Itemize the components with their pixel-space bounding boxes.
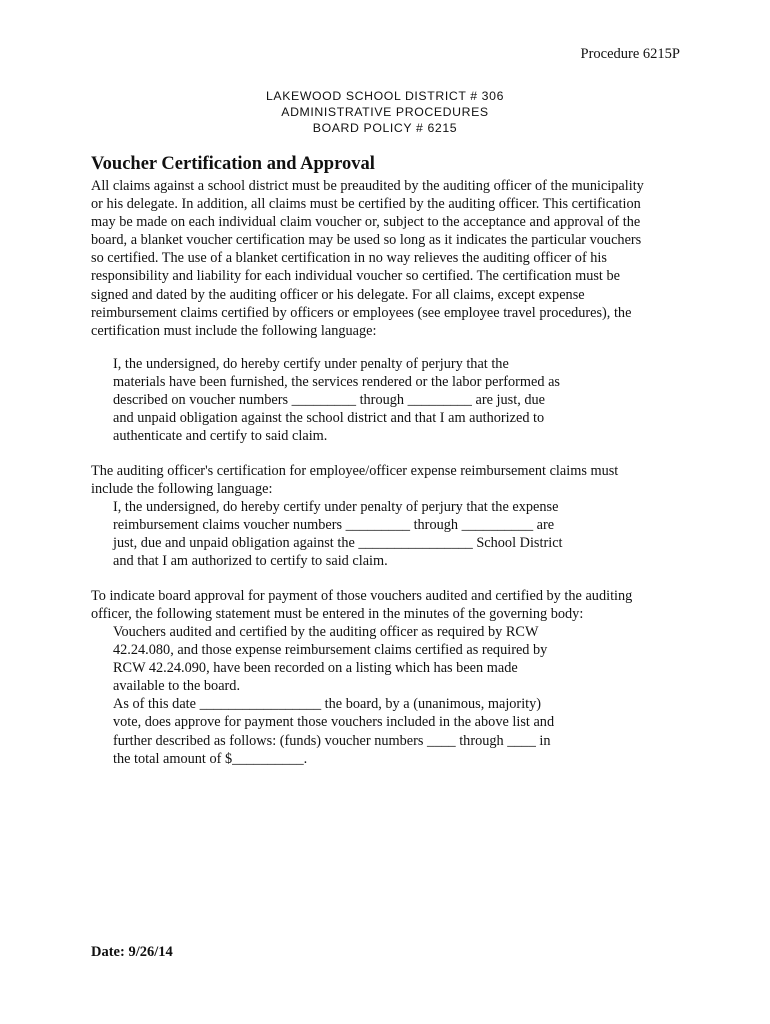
text-line: and unpaid obligation against the school district and that I am authorized to <box>113 410 545 427</box>
text-line: reimbursement claims voucher numbers _________ through __________ are <box>113 517 555 534</box>
document-date: Date: 9/26/14 <box>91 944 173 960</box>
text-line: The auditing officer's certification for employee/officer expense reimbursement claims must <box>91 463 619 479</box>
text-line: reimbursement claims certified by officers or employees (see employee travel procedures), the <box>91 304 632 321</box>
text-line: further described as follows: (funds) voucher numbers ____ through ____ in <box>113 732 551 749</box>
text-line: signed and dated by the auditing officer or his delegate. For all claims, except expense <box>91 286 585 303</box>
text-line: described on voucher numbers _________ through _________ are just, due <box>113 392 545 409</box>
board-approval-statement <box>113 623 554 768</box>
text-line: Vouchers audited and certified by the auditing officer as required by RCW <box>113 624 539 640</box>
district-name: LAKEWOOD SCHOOL DISTRICT # 306 <box>265 89 505 103</box>
expense-certification-statement <box>113 498 563 570</box>
text-line: available to the board. <box>113 678 241 695</box>
text-line: materials have been furnished, the services rendered or the labor performed as <box>113 374 560 391</box>
procedure-number: Procedure 6215P <box>580 46 680 62</box>
procedures-label: ADMINISTRATIVE PROCEDURES <box>281 105 489 119</box>
text-line: To indicate board approval for payment of those vouchers audited and certified by the auditing <box>91 588 633 604</box>
text-line: include the following language: <box>91 481 273 498</box>
text-line: authenticate and certify to said claim. <box>113 428 328 445</box>
intro-paragraph <box>91 177 691 340</box>
district-header <box>0 88 770 136</box>
text-line: 42.24.080, and those expense reimbursement claims certified as required by <box>113 642 548 659</box>
text-line: officer, the following statement must be entered in the minutes of the governing body: <box>91 606 584 623</box>
text-line: I, the undersigned, do hereby certify under penalty of perjury that the <box>113 356 509 372</box>
text-line: RCW 42.24.090, have been recorded on a listing which has been made <box>113 660 518 677</box>
text-line: the total amount of $__________. <box>113 750 308 767</box>
text-line: vote, does approve for payment those vouchers included in the above list and <box>113 714 555 731</box>
text-line: As of this date _________________ the board, by a (unanimous, majority) <box>113 696 542 713</box>
text-line: certification must include the following language: <box>91 322 377 339</box>
page-title: Voucher Certification and Approval <box>91 154 375 174</box>
expense-intro-paragraph <box>91 462 618 498</box>
certification-statement <box>113 355 560 445</box>
text-line: board, a blanket voucher certification may be used so long as it indicates the particular vouchers <box>91 232 642 249</box>
text-line: responsibility and liability for each individual voucher so certified. The certification must be <box>91 268 620 285</box>
board-policy-label: BOARD POLICY # 6215 <box>312 121 458 135</box>
text-line: and that I am authorized to certify to said claim. <box>113 553 388 570</box>
text-line: may be made on each individual claim voucher or, subject to the acceptance and approval of the <box>91 214 641 231</box>
text-line: so certified. The use of a blanket certification in no way relieves the auditing officer of his <box>91 250 607 267</box>
text-line: I, the undersigned, do hereby certify under penalty of perjury that the expense <box>113 499 559 515</box>
text-line: All claims against a school district must be preaudited by the auditing officer of the municipality <box>91 178 644 194</box>
text-line: just, due and unpaid obligation against the ________________ School District <box>113 535 563 552</box>
board-approval-paragraph <box>91 587 632 623</box>
text-line: or his delegate. In addition, all claims must be certified by the auditing officer. This certification <box>91 196 641 213</box>
